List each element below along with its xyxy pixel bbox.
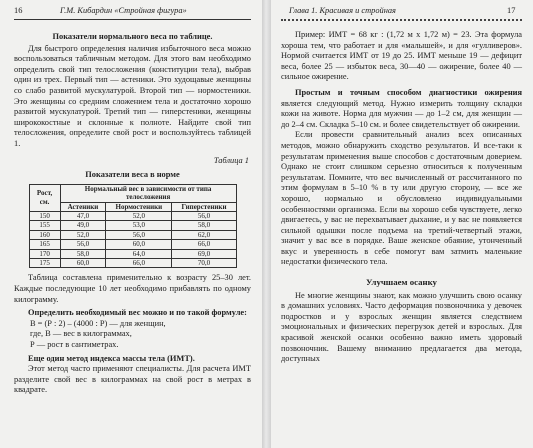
table-cell: 58,0 — [60, 249, 106, 258]
header-rule-left — [14, 19, 251, 20]
table-cell: 53,0 — [106, 221, 172, 230]
table-cell: 62,0 — [172, 230, 236, 239]
weight-norm-table — [29, 184, 237, 269]
table-cell: 56,0 — [106, 230, 172, 239]
table-cell: 56,0 — [172, 211, 236, 220]
formula-intro: Определить необходимый вес можно и по такой формуле: — [28, 308, 247, 318]
table-cell: 155 — [29, 221, 60, 230]
running-head-right: Глава 1. Красивая и стройная — [289, 6, 396, 15]
table-title: Показатели веса в норме — [85, 170, 180, 180]
table-cell: 70,0 — [172, 258, 236, 267]
left-page — [0, 0, 262, 448]
section-heading-normal-weight: Показатели нормального веса по таблице. — [52, 32, 213, 41]
paragraph-posture: Не многие женщины знают, как можно улучшить свою осанку в домашних условиях. Часто деформация позвоночника у девочек подростков и у взрослых женщин является следствием эмоциональных и физических перегрузок детей и взрослых. Для красивой женской осанки особенно важно иметь здоровый позвоночник. Вашему вниманию предлагается два метода, доступных — [281, 290, 522, 364]
table-header-normosthenic: Нормостеники — [106, 202, 172, 211]
page-number-left: 16 — [14, 6, 23, 15]
formula-line: В = (Р : 2) – (4000 : Р) — для женщин, — [30, 318, 166, 328]
book-gutter — [262, 0, 271, 448]
running-head-left: Г.М. Кибардин «Стройная фигура» — [60, 6, 187, 15]
table-cell: 66,0 — [106, 258, 172, 267]
table-header-height: Рост, см. — [29, 184, 60, 211]
skinfold-text: является следующий метод. Нужно измерить толщину складки кожи на животе. Норма для мужчин — до 1–2 см, для женщин — до 2–4 см. Складка 5–10 см. и более свидетельствует об ожирении. — [281, 98, 522, 129]
header-rule-right — [281, 19, 522, 21]
table-cell: 60,0 — [106, 240, 172, 249]
paragraph-age-note: Таблица составлена применительно к возрасту 25–30 лет. Каждые последующие 10 лет необходимо прибавлять по одному килограмму. — [14, 273, 251, 304]
paragraph-body-types: Для быстрого определения наличия избыточного веса можно воспользоваться табличным методом. Для этого вам необходимо определить свой тип телосложения (конституции тела), выбрав один из трех. Первый тип — астеники. Это худощавые женщины со слабо развитой мускулатурой. Второй тип — нормостеники. Это женщины со средним сложением тела и достаточно хорошо развитой мускулатурой. Третий тип — гиперстеники, женщины ширококостные и склонные к полноте. Найдите свой тип телосложения, определите свой рост и воспользуйтесь таблицей 1. — [14, 43, 251, 148]
paragraph-bmi: Этот метод часто применяют специалисты. Для расчета ИМТ разделите свой вес в килограммах на свой рост в метрах в квадрате. — [14, 364, 251, 395]
table-cell: 49,0 — [60, 221, 106, 230]
bmi-heading: Еще один метод индекса массы тела (ИМТ). — [28, 353, 195, 363]
right-page — [271, 0, 533, 448]
table-cell: 60,0 — [60, 258, 106, 267]
table-row — [29, 240, 236, 249]
table-cell: 52,0 — [106, 211, 172, 220]
table-row — [29, 258, 236, 267]
table-cell: 175 — [29, 258, 60, 267]
left-text-column — [14, 30, 251, 396]
table-cell: 160 — [29, 230, 60, 239]
table-row — [29, 221, 236, 230]
table-row — [29, 249, 236, 258]
table-cell: 64,0 — [106, 249, 172, 258]
paragraph-bmi-example: Пример: ИМТ = 68 кг : (1,72 м х 1,72 м) = 23. Эта формула хороша тем, что работает и для «малышей», и для «гулливеров». Нормой считается ИМТ от 19 до 25. ИМТ меньше 19 — дефицит веса, более 25 — избыток веса, 30—40 — ожирение, более 40 — сильное ожирение. — [281, 30, 522, 82]
table-row — [29, 230, 236, 239]
skinfold-bold-lead: Простым и точным способом диагностики ожирения — [295, 87, 522, 97]
table-cell: 69,0 — [172, 249, 236, 258]
table-header-asthenic: Астеники — [60, 202, 106, 211]
table-cell: 47,0 — [60, 211, 106, 220]
table-cell: 56,0 — [60, 240, 106, 249]
table-row — [29, 211, 236, 220]
formula-line: где, В — вес в килограммах, — [30, 329, 132, 339]
table-cell: 52,0 — [60, 230, 106, 239]
table-cell: 58,0 — [172, 221, 236, 230]
page-number-right: 17 — [507, 6, 516, 15]
paragraph-comparison: Если провести сравнительный анализ всех описанных методов, можно обнаружить сходство результатов. И все-таки к результатам применения выше способов с достаточным доверием. Однако не стоит слишком серьезно относиться к полученным результатам. Помните, что вес вычисленный от рассчитанного по этим формулам в 5–10 % в ту или другую сторону, — все же хорошо, нормально и обусловлено индивидуальными особенностями организма. Если вы хорошо себя чувствуете, легко двигаетесь, у вас не перехватывает дыхание, и у вас не появляется сильной одышки после подъема на третий-четвертый этажи, значит у вас все в порядке. Ваше женское обаяние, утонченный вкус и уверенность в себе помогут вам затмить маленькие недостатки физического тела. — [281, 130, 522, 267]
table-caption: Таблица 1 — [213, 155, 249, 165]
table-cell: 170 — [29, 249, 60, 258]
paragraph-skinfold — [281, 88, 522, 130]
table-cell: 150 — [29, 211, 60, 220]
table-cell: 165 — [29, 240, 60, 249]
posture-heading: Улучшаем осанку — [366, 277, 437, 288]
table-header-group: Нормальный вес в зависимости от типа телосложения — [60, 184, 236, 202]
table-cell: 66,0 — [172, 240, 236, 249]
right-text-column — [281, 30, 522, 365]
formula-line: Р — рост в сантиметрах. — [30, 339, 119, 349]
table-header-hypersthenic: Гиперстеники — [172, 202, 236, 211]
